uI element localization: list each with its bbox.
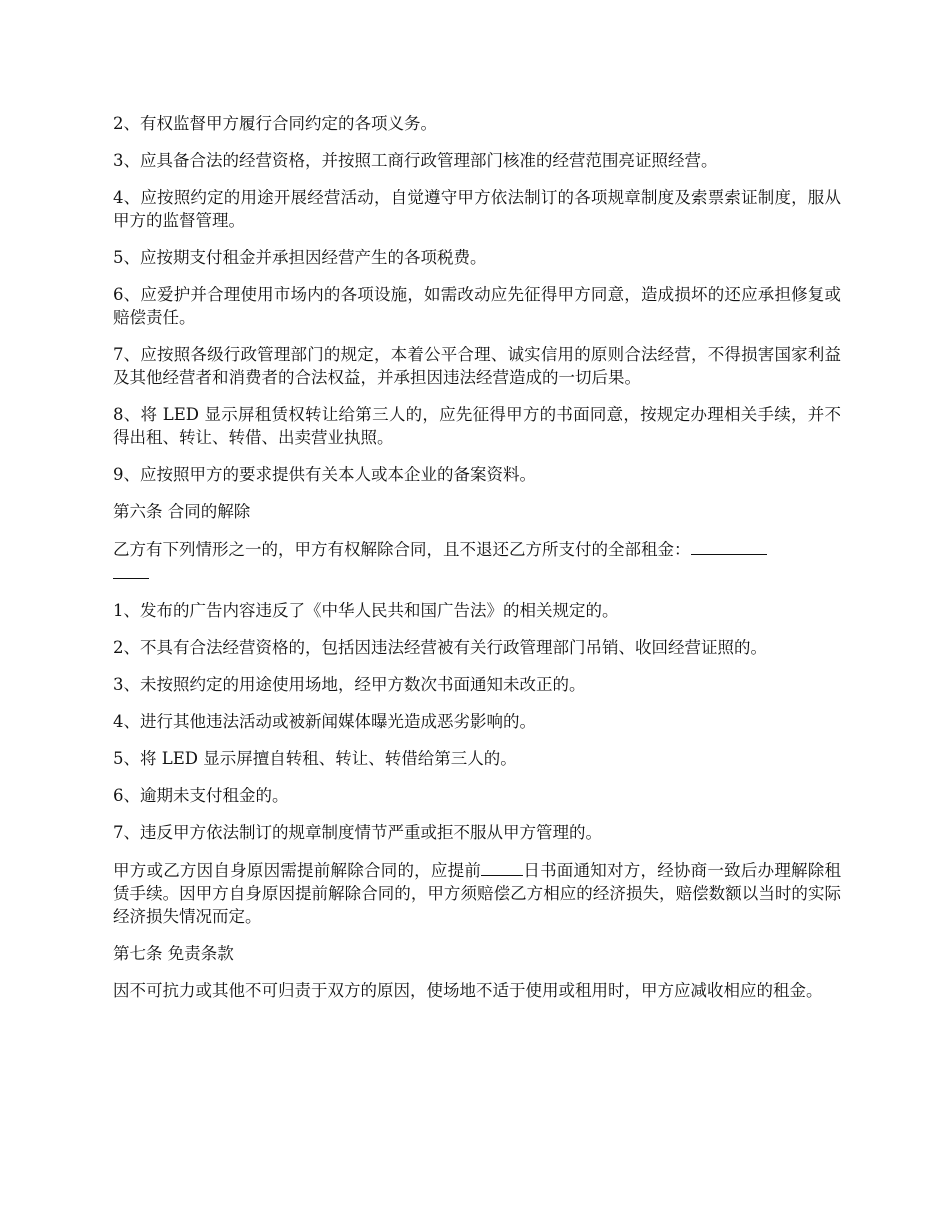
notice-days-blank [481, 858, 523, 876]
article-7-heading: 第七条 免责条款 [113, 944, 234, 963]
document-page [113, 112, 841, 1016]
termination-item-1: 1、发布的广告内容违反了《中华人民共和国广告法》的相关规定的。 [113, 601, 619, 620]
article-6-heading: 第六条 合同的解除 [113, 502, 251, 521]
termination-item-6: 6、逾期未支付租金的。 [113, 786, 289, 805]
termination-item-2: 2、不具有合法经营资格的，包括因违法经营被有关行政管理部门吊销、收回经营证照的。 [113, 638, 767, 657]
obligation-item-6: 6、应爱护并合理使用市场内的各项设施，如需改动应先征得甲方同意，造成损坏的还应承担修复或赔偿责任。 [113, 285, 841, 327]
rent-blank-line-continued [113, 561, 149, 579]
early-termination-paragraph [113, 858, 841, 928]
termination-item-5: 5、将 LED 显示屏擅自转租、转让、转借给第三人的。 [113, 749, 517, 768]
obligation-item-9: 9、应按照甲方的要求提供有关本人或本企业的备案资料。 [113, 465, 536, 484]
early-termination-text-pre: 甲方或乙方因自身原因需提前解除合同的，应提前 [113, 861, 482, 880]
obligation-item-3: 3、应具备合法的经营资格，并按照工商行政管理部门核准的经营范围亮证照经营。 [113, 151, 718, 170]
obligation-item-5: 5、应按期支付租金并承担因经营产生的各项税费。 [113, 248, 487, 267]
obligation-item-7: 7、应按照各级行政管理部门的规定，本着公平合理、诚实信用的原则合法经营，不得损害国家利益及其他经营者和消费者的合法权益，并承担因违法经营造成的一切后果。 [113, 345, 841, 387]
termination-item-3: 3、未按照约定的用途使用场地，经甲方数次书面通知未改正的。 [113, 675, 586, 694]
termination-item-7: 7、违反甲方依法制订的规章制度情节严重或拒不服从甲方管理的。 [113, 823, 602, 842]
obligation-item-8: 8、将 LED 显示屏租赁权转让给第三人的，应先征得甲方的书面同意，按规定办理相关手续，并不得出租、转让、转借、出卖营业执照。 [113, 405, 841, 447]
article-6-intro [113, 537, 841, 585]
rent-blank-line [691, 537, 767, 555]
article-6-intro-text: 乙方有下列情形之一的，甲方有权解除合同，且不退还乙方所支付的全部租金： [113, 540, 691, 559]
termination-item-4: 4、进行其他违法活动或被新闻媒体曝光造成恶劣影响的。 [113, 712, 536, 731]
article-7-text: 因不可抗力或其他不可归责于双方的原因，使场地不适于使用或租用时，甲方应减收相应的租金。 [113, 981, 823, 1000]
obligation-item-2: 2、有权监督甲方履行合同约定的各项义务。 [113, 114, 437, 133]
obligation-item-4: 4、应按照约定的用途开展经营活动，自觉遵守甲方依法制订的各项规章制度及索票索证制度，服从甲方的监督管理。 [113, 188, 841, 230]
early-termination-text-post: 日书面通知对方，经协商一致后办理解除租赁手续。因甲方自身原因提前解除合同的，甲方须赔偿乙方相应的经济损失，赔偿数额以当时的实际经济损失情况而定。 [113, 861, 842, 926]
